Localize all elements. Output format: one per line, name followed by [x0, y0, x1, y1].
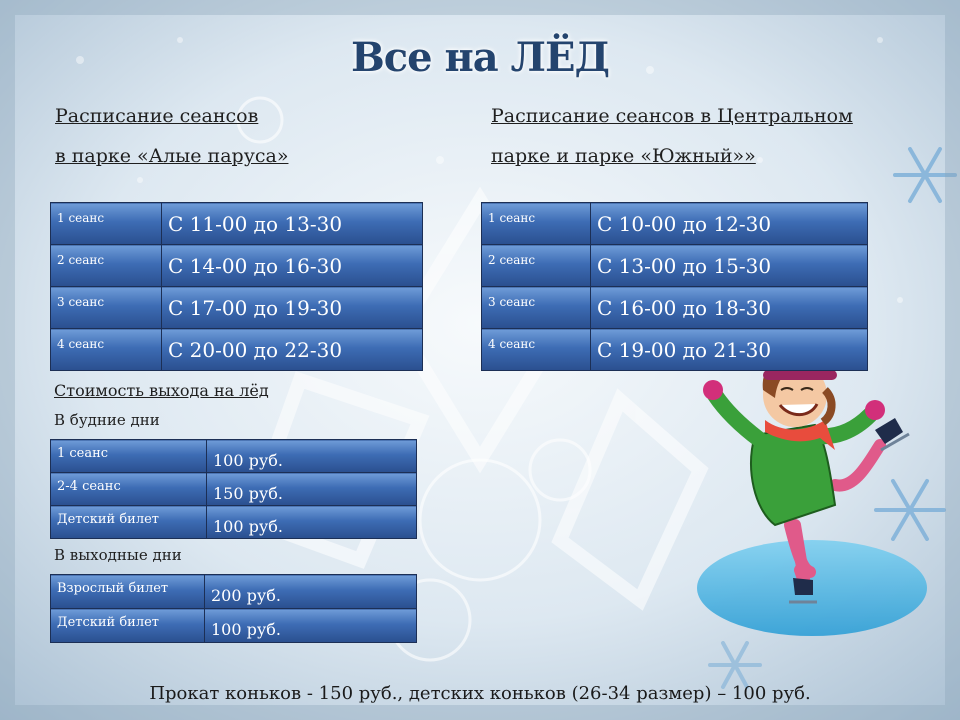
right-schedule-table: [481, 202, 868, 371]
table-row: [51, 506, 417, 539]
session-time: С 16-00 до 18-30: [591, 287, 868, 329]
session-time: С 13-00 до 15-30: [591, 245, 868, 287]
table-row: [482, 203, 868, 245]
weekdays-label: В будние дни: [54, 411, 160, 429]
session-label: 4 сеанс: [51, 329, 162, 371]
session-time: С 20-00 до 22-30: [162, 329, 423, 371]
table-row: [51, 245, 423, 287]
session-label: 2 сеанс: [51, 245, 162, 287]
weekend-price-table: [50, 574, 417, 643]
price-value: 100 руб.: [205, 609, 417, 643]
price-label: Детский билет: [51, 609, 205, 643]
price-value: 100 руб.: [207, 506, 417, 539]
table-row: [51, 609, 417, 643]
table-row: [51, 440, 417, 473]
session-time: С 14-00 до 16-30: [162, 245, 423, 287]
session-label: 2 сеанс: [482, 245, 591, 287]
page-title: Все на ЛЁД: [350, 34, 610, 81]
session-time: С 10-00 до 12-30: [591, 203, 868, 245]
table-row: [51, 575, 417, 609]
price-value: 150 руб.: [207, 473, 417, 506]
price-label: 1 сеанс: [51, 440, 207, 473]
session-time: С 11-00 до 13-30: [162, 203, 423, 245]
right-heading-line2: парке и парке «Южный»»: [491, 145, 756, 167]
table-row: [482, 287, 868, 329]
table-row: [51, 473, 417, 506]
skater-girl-illustration: [685, 340, 950, 680]
session-label: 3 сеанс: [482, 287, 591, 329]
right-heading-line1: Расписание сеансов в Центральном: [491, 105, 853, 127]
table-row: [51, 203, 423, 245]
skate-rental-footer: Прокат коньков - 150 руб., детских коньков (26-34 размер) – 100 руб.: [149, 683, 811, 704]
table-row: [482, 245, 868, 287]
session-label: 3 сеанс: [51, 287, 162, 329]
left-heading-line1: Расписание сеансов: [55, 105, 259, 127]
pricing-heading: Стоимость выхода на лёд: [54, 381, 269, 400]
table-row: [51, 287, 423, 329]
session-label: 1 сеанс: [482, 203, 591, 245]
table-row: [51, 329, 423, 371]
session-time: С 17-00 до 19-30: [162, 287, 423, 329]
weekdays-price-table: [50, 439, 417, 539]
session-label: 4 сеанс: [482, 329, 591, 371]
left-schedule-table: [50, 202, 423, 371]
session-label: 1 сеанс: [51, 203, 162, 245]
left-heading-line2: в парке «Алые паруса»: [55, 145, 289, 167]
table-row: [482, 329, 868, 371]
price-label: Взрослый билет: [51, 575, 205, 609]
price-value: 100 руб.: [207, 440, 417, 473]
weekend-label: В выходные дни: [54, 546, 182, 564]
session-time: С 19-00 до 21-30: [591, 329, 868, 371]
price-label: 2-4 сеанс: [51, 473, 207, 506]
price-label: Детский билет: [51, 506, 207, 539]
price-value: 200 руб.: [205, 575, 417, 609]
